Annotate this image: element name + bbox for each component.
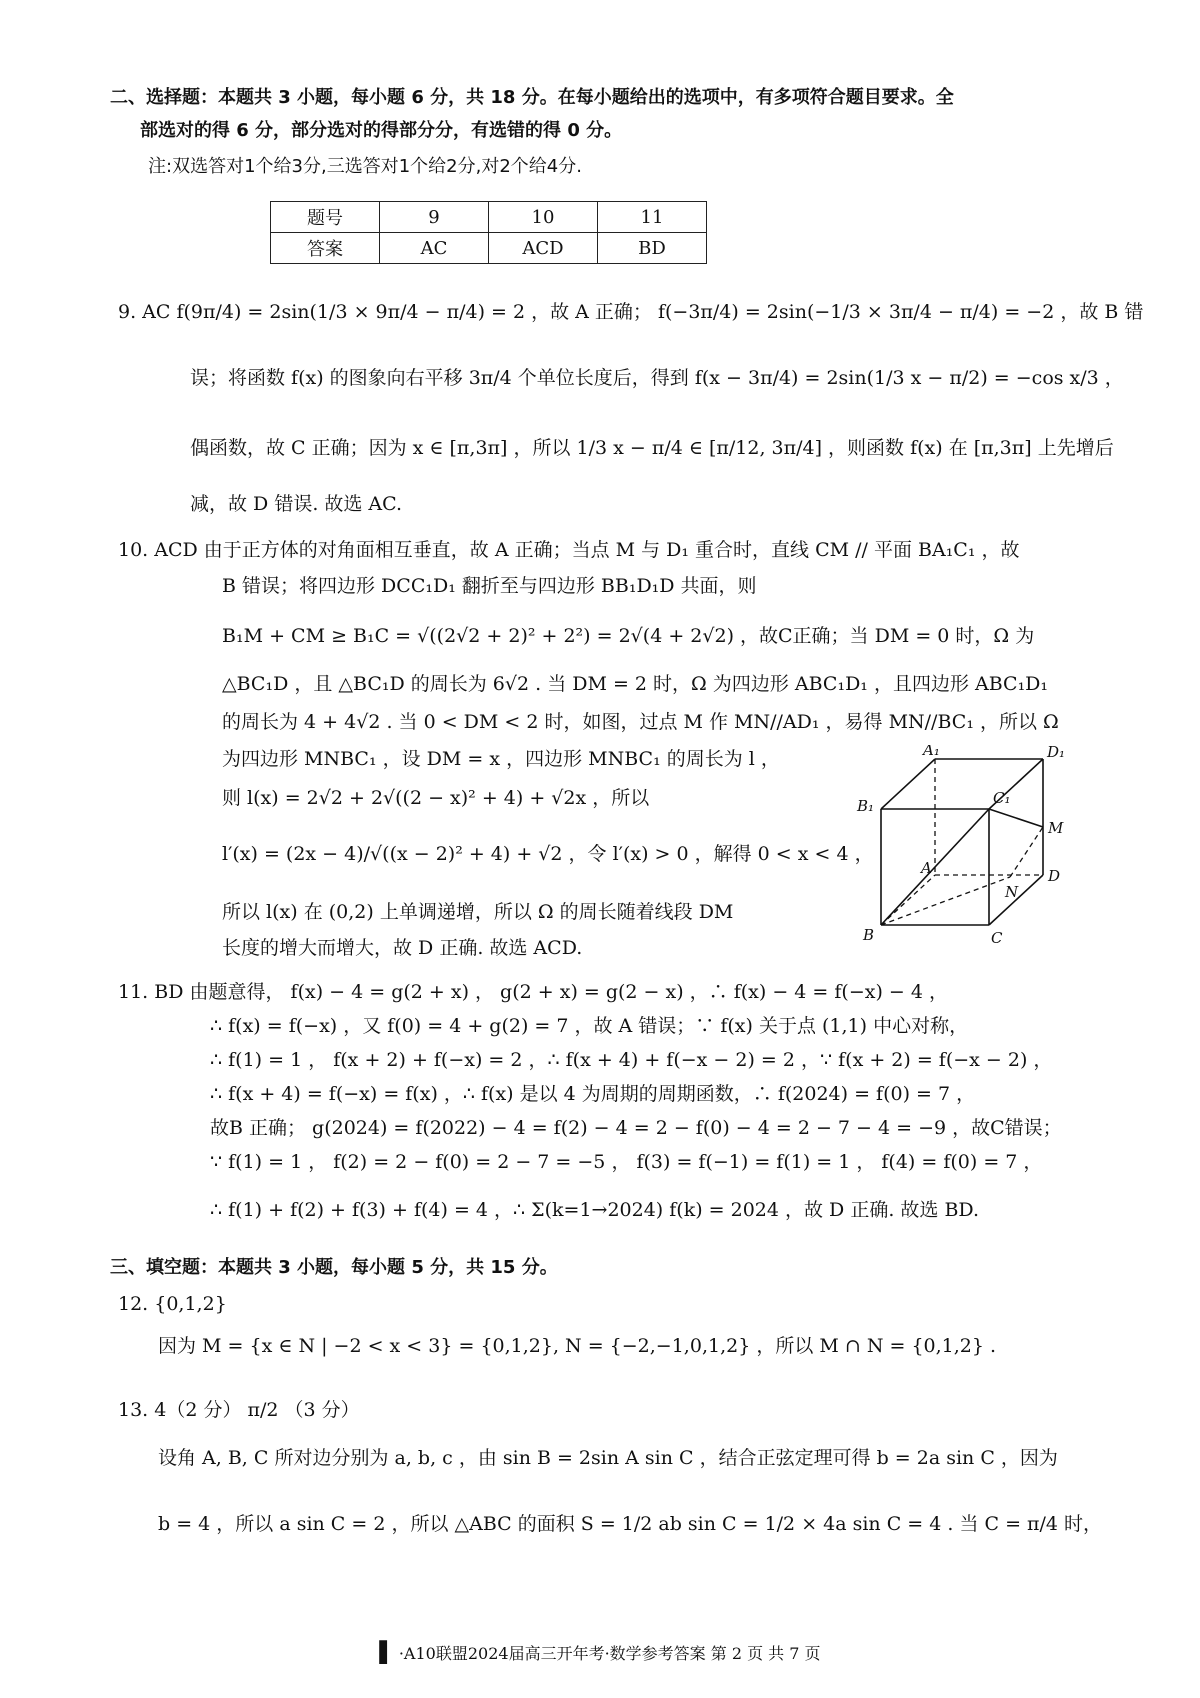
hidden-edge-BA: [881, 875, 935, 925]
label-N: N: [1005, 883, 1019, 901]
section2-note: 注:双选答对1个给3分,三选答对1个给2分,对2个给4分.: [148, 156, 582, 177]
table-row: [271, 202, 707, 233]
q11-line6: ∵ f(1) = 1 ， f(2) = 2 − f(0) = 2 − 7 = −5 ， f(3) = f(−1) = f(1) = 1 ， f(4) = f(0) = 7 ，: [210, 1151, 1043, 1173]
hidden-edge-BN: [881, 877, 1010, 925]
label-D: D: [1048, 867, 1061, 885]
q11-line5: 故B 正确； g(2024) = f(2022) − 4 = f(2) − 4 = 2 − f(0) − 4 = 2 − 7 − 4 = −9 ，故C错误；: [210, 1117, 1062, 1139]
label-C1: C₁: [993, 789, 1011, 807]
footer-text: ·A10联盟2024届高三开年考·数学参考答案 第 2 页 共 7 页: [398, 1644, 821, 1663]
table-cell: 题号: [271, 202, 380, 233]
table-cell: 11: [598, 202, 707, 233]
edge-B1A1: [881, 759, 935, 809]
q9-line3: 偶函数，故 C 正确；因为 x ∈ [π,3π] ，所以 1/3 x − π/4 ∈ [π/12, 3π/4] ，则函数 f(x) 在 [π,3π] 上先增后: [190, 437, 1114, 459]
q10-line3: B₁M + CM ≥ B₁C = √((2√2 + 2)² + 2²) = 2√(4 + 2√2) ，故C正确；当 DM = 0 时，Ω 为: [222, 625, 1035, 647]
label-D1: D₁: [1047, 745, 1066, 761]
table-cell: 10: [489, 202, 598, 233]
q13-line3: b = 4 ，所以 a sin C = 2 ，所以 △ABC 的面积 S = 1/2 ab sin C = 1/2 × 4a sin C = 4 . 当 C = π/4 时，: [158, 1513, 1103, 1535]
q11-line4: ∴ f(x + 4) = f(−x) = f(x) ，∴ f(x) 是以 4 为周期的周期函数，∴ f(2024) = f(0) = 7 ，: [210, 1083, 976, 1105]
label-A: A: [921, 859, 932, 877]
table-cell: ACD: [489, 233, 598, 264]
q10-line8: l′(x) = (2x − 4)/√((x − 2)² + 4) + √2 ，令 l′(x) > 0 ，解得 0 < x < 4 ，: [222, 843, 874, 865]
cube-figure: [855, 745, 1095, 955]
q9-line4: 减，故 D 错误. 故选 AC.: [190, 493, 403, 515]
section3-heading: 三、填空题：本题共 3 小题，每小题 5 分，共 15 分。: [110, 1257, 558, 1278]
brand-logo: ▌: [379, 1640, 395, 1664]
q10-line4: △BC₁D ，且 △BC₁D 的周长为 6√2 . 当 DM = 2 时，Ω 为四边形 ABC₁D₁ ，且四边形 ABC₁D₁: [222, 673, 1049, 695]
table-cell: 9: [380, 202, 489, 233]
q10-line5: 的周长为 4 + 4√2 . 当 0 < DM < 2 时，如图，过点 M 作 MN//AD₁ ，易得 MN//BC₁ ，所以 Ω: [222, 711, 1059, 733]
q10-line10: 长度的增大而增大，故 D 正确. 故选 ACD.: [222, 937, 583, 959]
q11-line3: ∴ f(1) = 1 ， f(x + 2) + f(−x) = 2 ，∴ f(x + 4) + f(−x − 2) = 2 ，∵ f(x + 2) = f(−x − 2) ，: [210, 1049, 1053, 1071]
q10-line7: 则 l(x) = 2√2 + 2√((2 − x)² + 4) + √2x ，所以: [222, 787, 650, 809]
page-footer: [0, 1640, 1200, 1664]
hidden-edge-NM: [1010, 827, 1043, 877]
q10-line6: 为四边形 MNBC₁ ，设 DM = x ，四边形 MNBC₁ 的周长为 l ，: [222, 748, 780, 770]
q9-line1: 9. AC f(9π/4) = 2sin(1/3 × 9π/4 − π/4) = 2 ，故 A 正确； f(−3π/4) = 2sin(−1/3 × 3π/4 − π/4) = −2 ，故 B 错: [118, 301, 1144, 323]
answer-table: [270, 201, 707, 264]
table-cell: BD: [598, 233, 707, 264]
label-M: M: [1048, 819, 1064, 837]
edge-C1M: [989, 809, 1043, 827]
q13-line2: 设角 A, B, C 所对边分别为 a, b, c ，由 sin B = 2sin A sin C ，结合正弦定理可得 b = 2a sin C ，因为: [158, 1447, 1058, 1469]
q10-line1: 10. ACD 由于正方体的对角面相互垂直，故 A 正确；当点 M 与 D₁ 重合时，直线 CM // 平面 BA₁C₁ ，故: [118, 539, 1020, 561]
table-cell: AC: [380, 233, 489, 264]
q11-line2: ∴ f(x) = f(−x) ，又 f(0) = 4 + g(2) = 7 ，故 A 错误；∵ f(x) 关于点 (1,1) 中心对称，: [210, 1015, 969, 1037]
q12-line1: 12. {0,1,2}: [118, 1293, 227, 1315]
table-cell: 答案: [271, 233, 380, 264]
q11-line7: ∴ f(1) + f(2) + f(3) + f(4) = 4 ，∴ Σ(k=1→2024) f(k) = 2024 ，故 D 正确. 故选 BD.: [210, 1199, 980, 1221]
q11-line1: 11. BD 由题意得， f(x) − 4 = g(2 + x) ， g(2 + x) = g(2 − x) ，∴ f(x) − 4 = f(−x) − 4 ，: [118, 981, 948, 1003]
label-C: C: [991, 929, 1003, 947]
table-row: [271, 233, 707, 264]
label-B: B: [863, 926, 875, 944]
section2-heading-line1: 二、选择题：本题共 3 小题，每小题 6 分，共 18 分。在每小题给出的选项中，有多项符合题目要求。全: [110, 87, 954, 108]
q9-line2: 误；将函数 f(x) 的图象向右平移 3π/4 个单位长度后，得到 f(x − 3π/4) = 2sin(1/3 x − π/2) = −cos x/3 ，: [190, 367, 1124, 389]
q10-line9: 所以 l(x) 在 (0,2) 上单调递增，所以 Ω 的周长随着线段 DM: [222, 901, 734, 923]
section2-heading-line2: 部选对的得 6 分，部分选对的得部分分，有选错的得 0 分。: [140, 120, 623, 141]
label-A1: A₁: [923, 745, 940, 759]
q13-line1: 13. 4（2 分） π/2 （3 分）: [118, 1399, 360, 1421]
q10-line2: B 错误；将四边形 DCC₁D₁ 翻折至与四边形 BB₁D₁D 共面，则: [222, 575, 757, 597]
label-B1: B₁: [857, 797, 875, 815]
q12-line2: 因为 M = {x ∈ N | −2 < x < 3} = {0,1,2}, N = {−2,−1,0,1,2} ，所以 M ∩ N = {0,1,2} .: [158, 1335, 997, 1357]
